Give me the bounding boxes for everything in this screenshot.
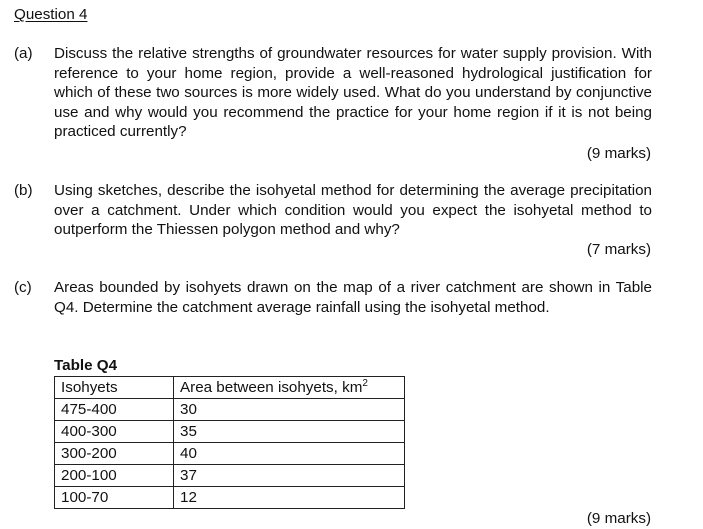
table-header-area-superscript: 2 xyxy=(362,377,368,389)
part-a-marks: (9 marks) xyxy=(586,145,651,162)
isohyet-table xyxy=(54,376,405,509)
table-header-row xyxy=(55,377,405,399)
table-cell-area: 30 xyxy=(174,399,405,421)
part-c-marks: (9 marks) xyxy=(586,510,651,527)
table-cell-isohyets: 475-400 xyxy=(55,399,174,421)
table-cell-area: 35 xyxy=(174,421,405,443)
part-c-label: (c) xyxy=(14,279,32,296)
table-cell-area: 37 xyxy=(174,465,405,487)
table-row xyxy=(55,399,405,421)
table-cell-isohyets: 400-300 xyxy=(55,421,174,443)
table-caption: Table Q4 xyxy=(54,357,118,374)
table-row xyxy=(55,443,405,465)
part-c xyxy=(14,278,654,338)
table-cell-isohyets: 200-100 xyxy=(55,465,174,487)
part-a-text: Discuss the relative strengths of groundwater resources for water supply provision. With reference to your home region, provide a well-reasoned hydrological justification for which of these two sources is more widely used. What do you understand by conjunctive use and why would you recommend the practice for your home region if it is not being practiced currently? xyxy=(54,45,652,140)
table-cell-isohyets: 300-200 xyxy=(55,443,174,465)
table-cell-area: 12 xyxy=(174,487,405,509)
question-title: Question 4 xyxy=(14,6,88,23)
table-header-area-label: Area between isohyets, km xyxy=(180,378,363,396)
table-cell-isohyets: 100-70 xyxy=(55,487,174,509)
part-b-label: (b) xyxy=(14,182,33,199)
part-b xyxy=(14,181,654,251)
part-c-text: Areas bounded by isohyets drawn on the map of a river catchment are shown in Table Q4. Determine the catchment average rainfall using the isohyetal method. xyxy=(54,279,652,316)
part-a-label: (a) xyxy=(14,45,33,62)
table-header-isohyets: Isohyets xyxy=(55,377,174,399)
table-cell-area: 40 xyxy=(174,443,405,465)
table-header-area xyxy=(174,377,405,399)
part-b-marks: (7 marks) xyxy=(586,241,651,258)
table-row xyxy=(55,465,405,487)
part-b-text: Using sketches, describe the isohyetal method for determining the average precipitation over a catchment. Under which condition would you expect the isohyetal method to outperform the Thiessen polygon method and why? xyxy=(54,182,652,238)
part-a xyxy=(14,44,654,184)
table-row xyxy=(55,487,405,509)
table-row xyxy=(55,421,405,443)
